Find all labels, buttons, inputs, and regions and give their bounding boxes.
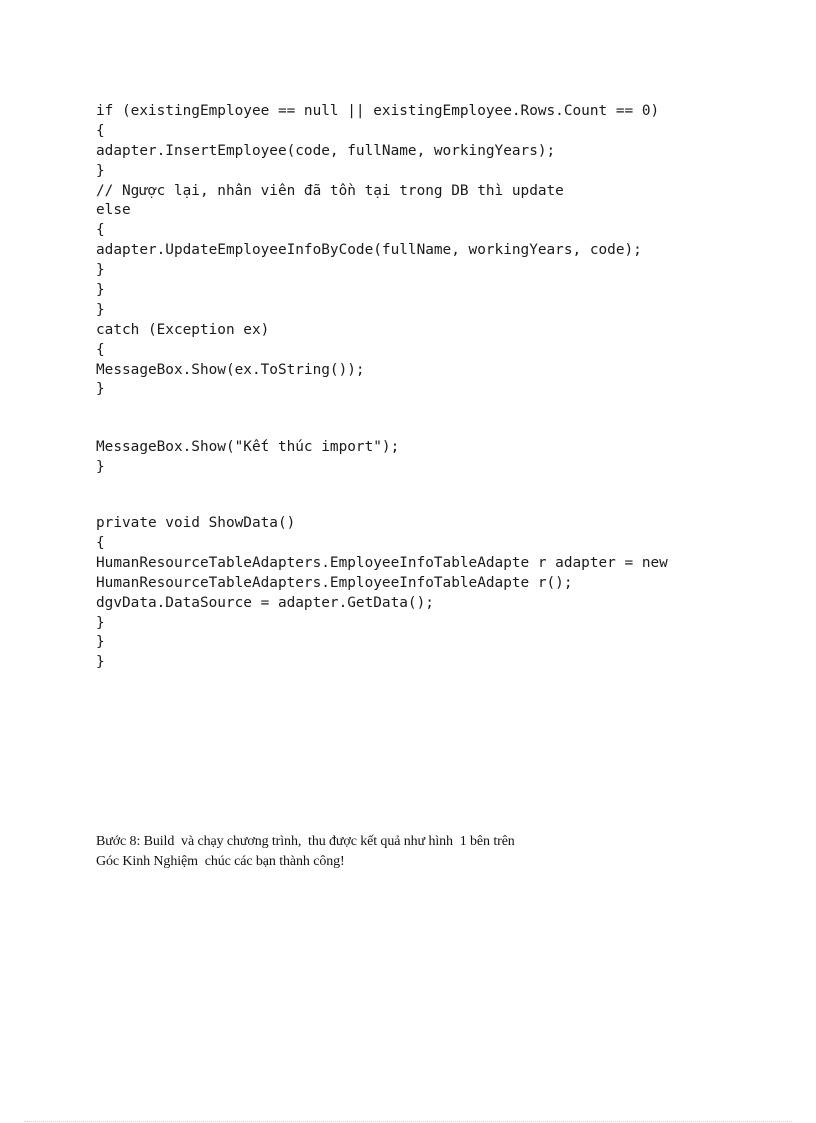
code-line: HumanResourceTableAdapters.EmployeeInfoTableAdapte r adapter = new xyxy=(96,554,668,571)
code-block-import-loop xyxy=(96,102,668,400)
blank-gap xyxy=(96,478,668,514)
code-block-import-end xyxy=(96,438,668,478)
code-line: adapter.InsertEmployee(code, fullName, workingYears); xyxy=(96,142,556,159)
page-bottom-divider xyxy=(24,1121,792,1122)
code-line: private void ShowData() xyxy=(96,515,296,532)
code-line: } xyxy=(96,381,105,398)
code-line: } xyxy=(96,282,105,299)
step-8-text: Bước 8: Build và chạy chương trình, thu được kết quả như hình 1 bên trên xyxy=(96,834,515,849)
instruction-text xyxy=(96,832,515,872)
code-line: adapter.UpdateEmployeeInfoByCode(fullName, workingYears, code); xyxy=(96,242,642,259)
code-line: MessageBox.Show(ex.ToString()); xyxy=(96,361,365,378)
code-line: { xyxy=(96,122,105,139)
code-line: } xyxy=(96,654,105,671)
code-listing xyxy=(96,102,668,673)
code-line: if (existingEmployee == null || existingEmployee.Rows.Count == 0) xyxy=(96,103,660,119)
code-line: { xyxy=(96,341,105,358)
code-line: } xyxy=(96,634,105,651)
code-block-show-data xyxy=(96,514,668,673)
code-line: HumanResourceTableAdapters.EmployeeInfoTableAdapte r(); xyxy=(96,574,573,591)
code-line: } xyxy=(96,301,105,318)
code-line: } xyxy=(96,614,105,631)
code-comment-line: // Ngược lại, nhân viên đã tồn tại trong DB thì update xyxy=(96,182,564,199)
code-line: catch (Exception ex) xyxy=(96,321,270,338)
code-line: { xyxy=(96,222,105,239)
code-line: else xyxy=(96,202,131,219)
closing-text: Góc Kinh Nghiệm chúc các bạn thành công! xyxy=(96,854,345,869)
code-line: MessageBox.Show("Kết thúc import"); xyxy=(96,439,400,456)
blank-gap xyxy=(96,400,668,438)
code-line: } xyxy=(96,459,105,476)
code-line: } xyxy=(96,262,105,279)
code-line: } xyxy=(96,162,105,179)
code-line: dgvData.DataSource = adapter.GetData(); xyxy=(96,594,434,611)
code-line: { xyxy=(96,535,105,552)
